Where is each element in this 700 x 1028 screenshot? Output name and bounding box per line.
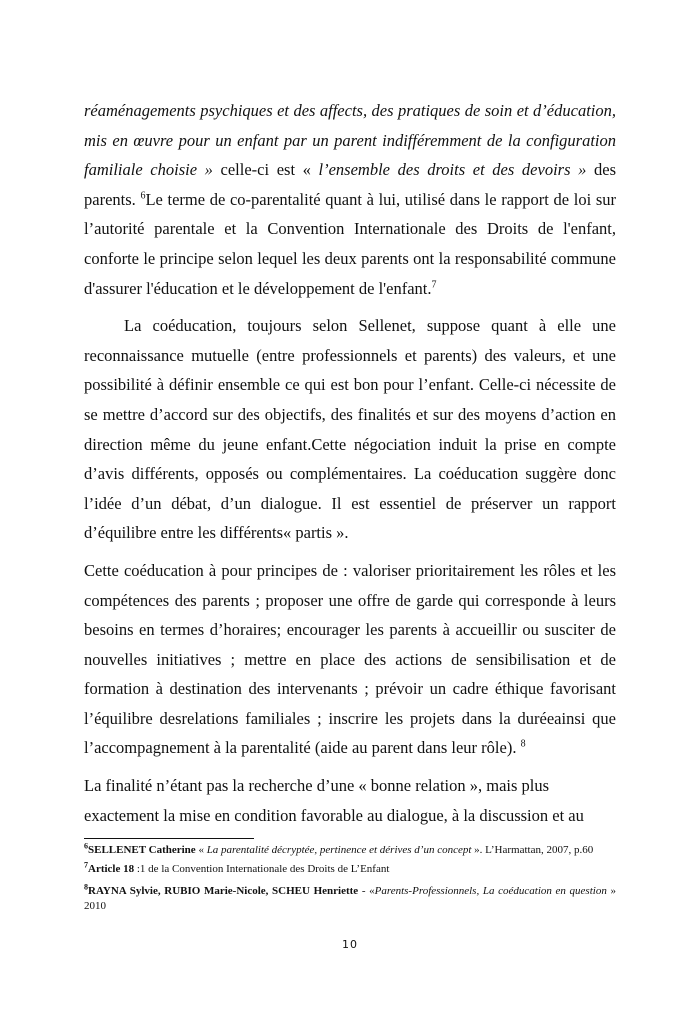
text-line: direction même du jeune enfant.Cette négociation induit la prise en compte <box>84 434 616 454</box>
footnote-7: $^7$Article 18 :1 de la Convention Internationale des Droits de L’Enfant <box>84 859 390 875</box>
text-line: se mettre d’accord sur des objectifs, des finalités et sur des moyens d’action en <box>84 404 616 424</box>
footnote-6: $^6$SELLENET Catherine « La parentalité décryptée, pertinence et dérives d’un concept ». L’Harmattan, 2007, p.60 <box>84 841 594 856</box>
paragraph-1 <box>84 96 616 303</box>
text-line: compétences des parents ; proposer une offre de garde qui corresponde à leurs <box>84 590 616 610</box>
text-line: l’équilibre desrelations familiales ; inscrire les projets dans la duréeainsi que <box>84 708 616 728</box>
footnotes <box>84 838 616 917</box>
text-line: l’idée d’un débat, d’un dialogue. Il est essentiel de préserver un rapport <box>84 493 616 513</box>
text-line: l’accompagnement à la parentalité (aide au parent dans leur rôle). $^8$ <box>84 738 526 758</box>
footnote-ref[interactable]: 8 <box>520 738 526 750</box>
text-line: d’avis différents, opposés ou complémentaires. La coéducation suggère donc <box>84 464 616 484</box>
paragraph-3 <box>84 556 616 763</box>
text-line: Cette coéducation à pour principes de : valoriser prioritairement les rôles et les <box>84 560 616 580</box>
text-line: formation à destination des intervenants ; prévoir un cadre éthique favorisant <box>84 679 616 699</box>
text-line: La coéducation, toujours selon Sellenet, suppose quant à elle une <box>124 316 616 336</box>
text-line: besoins en termes d’horaires; encourager les parents à accueillir ou susciter de <box>84 620 616 640</box>
text-line: réaménagements psychiques et des affects, des pratiques de soin et d’éducation, <box>84 101 616 120</box>
text-line: d’équilibre entre les différents« partis ». <box>84 523 349 543</box>
paragraph-2 <box>84 311 616 548</box>
text-line: l’autorité parentale et la Convention Internationale des Droits de l'enfant, <box>84 219 616 239</box>
text-line: familiale choisie » celle-ci est « l’ensemble des droits et des devoirs » des <box>84 160 616 180</box>
document-body <box>84 96 616 830</box>
text-line: exactement la mise en condition favorable au dialogue, à la discussion et au <box>84 805 584 825</box>
footnote-ref[interactable]: 6 <box>140 190 146 202</box>
page-number: 10 <box>342 938 358 951</box>
text-line: parents. $^6$Le terme de co-parentalité quant à lui, utilisé dans le rapport de loi sur <box>84 189 616 209</box>
text-line: reconnaissance mutuelle (entre professionnels et parents) des valeurs, et une <box>84 345 616 365</box>
text-line: mis en œuvre pour un enfant par un parent indifféremment de la configuration <box>84 130 616 150</box>
footnote-ref[interactable]: 7 <box>431 279 437 291</box>
text-line: conforte le principe selon lequel les deux parents ont la responsabilité commune <box>84 248 616 268</box>
text-line: nouvelles initiatives ; mettre en place des actions de sensibilisation et de <box>84 649 616 669</box>
text-line: d'assurer l'éducation et le développement de l'enfant.$^7$ <box>84 278 437 298</box>
text-line: possibilité à définir ensemble ce qui est bon pour l’enfant. Celle-ci nécessite de <box>84 375 616 395</box>
footnote-separator <box>84 838 254 839</box>
paragraph-4 <box>84 771 616 830</box>
footnote-8: $^8$RAYNA Sylvie, RUBIO Marie-Nicole, SCHEU Henriette - «Parents-Professionnels, La coéducation en question » 2010 <box>84 882 616 912</box>
text-line: La finalité n’étant pas la recherche d’une « bonne relation », mais plus <box>84 776 550 796</box>
